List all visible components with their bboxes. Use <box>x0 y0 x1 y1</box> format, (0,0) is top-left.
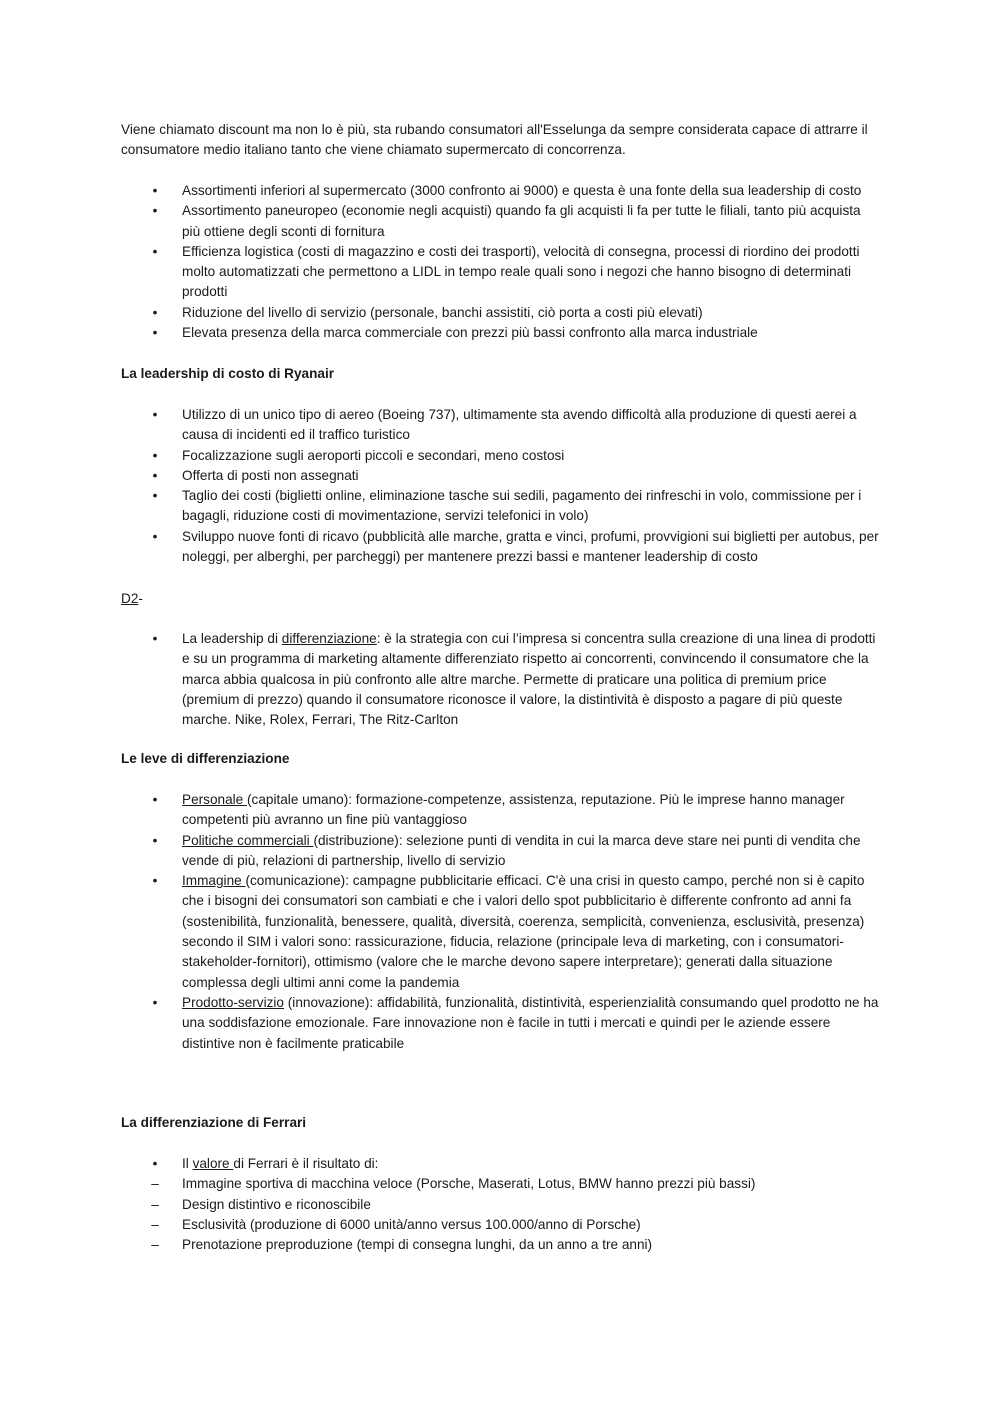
list-item-text: Immagine sportiva di macchina veloce (Porsche, Maserati, Lotus, BMW hanno prezzi più bassi) <box>182 1176 756 1192</box>
list-item-text: Assortimento paneuropeo (economie negli acquisti) quando fa gli acquisti li fa per tutte le filiali, tanto più acquista più ottiene degli sconti di fornitura <box>182 203 861 239</box>
bullet-icon: • <box>152 325 158 341</box>
list-item <box>121 405 881 446</box>
list-item-underlined-term: Politiche commerciali <box>182 832 314 848</box>
d2-label-suffix: - <box>138 591 143 606</box>
bullet-icon: • <box>152 467 158 483</box>
bullet-icon: • <box>152 447 158 463</box>
list-item-text: Taglio dei costi (biglietti online, eliminazione tasche sui sedili, pagamento dei rinfreschi in volo, commissione per i bagagli, riduzione costi di movimentazione, servizi telefonici in volo) <box>182 488 862 524</box>
list-item <box>121 181 881 201</box>
list-item <box>121 871 881 993</box>
leve-heading-block <box>121 749 881 769</box>
list-item-text: Sviluppo nuove fonti di ricavo (pubblicità alle marche, gratta e vinci, profumi, provvigioni sui biglietti per autobus, per noleggi, per alberghi, per parcheggi) per mantenere prezzi bassi e mantener leadership di costo <box>182 528 879 565</box>
list-item-underlined-term: Prodotto-servizio <box>182 994 284 1010</box>
list-item <box>121 1195 881 1215</box>
dash-icon: – <box>151 1237 159 1253</box>
list-item-underlined-term: differenziazione <box>281 631 377 646</box>
dash-icon: – <box>151 1196 159 1212</box>
list-item <box>121 790 881 831</box>
list-item-text: (comunicazione): campagne pubblicitarie efficaci. C'è una crisi in questo campo, perché non si è capito che i bisogni dei consumatori son cambiati e che i valori dello spot pubblicitario è differente confronto ad anni fa (sostenibilità, funzionalità, benessere, qualità, diversità, coerenza, semplicità, convenienza, esclusività, presenza) secondo il SIM i valori sono: rassicurazione, fiducia, relazione (principale leva di marketing, con i consumatori-stakeholder-fornitori), ottimismo (valore che le marche devono sapere interpretare); generati dalla situazione complessa degli ultimi anni come la pandemia <box>182 873 865 990</box>
bullet-icon: • <box>152 631 158 646</box>
list-item-text-pre: Il <box>182 1156 193 1171</box>
list-item-underlined-term: valore <box>192 1156 234 1171</box>
list-item <box>121 303 881 323</box>
bullet-icon: • <box>152 832 158 848</box>
bullet-icon: • <box>152 243 158 259</box>
list-item-text: Assortimenti inferiori al supermercato (3000 confronto ai 9000) e questa è una fonte della sua leadership di costo <box>182 183 862 198</box>
bullet-icon: • <box>152 203 158 219</box>
list-item-text: Elevata presenza della marca commerciale con prezzi più bassi confronto alla marca industriale <box>182 325 758 341</box>
ferrari-heading-block <box>121 1113 881 1133</box>
list-item-underlined-term: Immagine <box>182 873 246 889</box>
list-item <box>121 242 881 303</box>
d2-label-block <box>121 589 881 609</box>
list-item <box>121 201 881 242</box>
section-heading: Le leve di differenziazione <box>121 751 290 766</box>
list-item-text: Efficienza logistica (costi di magazzino e costi dei trasporti), velocità di consegna, processi di riordino dei prodotti molto automatizzati che permettono a LIDL in tempo reale quali sono i negozi che hanno bisogno di determinati prodotti <box>182 243 860 300</box>
list-item-text: Riduzione del livello di servizio (personale, banchi assistiti, ciò porta a costi più elevati) <box>182 304 703 320</box>
list-item <box>121 993 881 1054</box>
dash-icon: – <box>151 1176 159 1192</box>
list-item-text: Esclusività (produzione di 6000 unità/anno versus 100.000/anno di Porsche) <box>182 1216 641 1232</box>
list-item <box>121 527 881 568</box>
bullet-icon: • <box>152 792 158 807</box>
list-item-text-post: di Ferrari è il risultato di: <box>233 1156 379 1171</box>
list-item-text: Offerta di posti non assegnati <box>182 467 359 483</box>
list-item <box>121 1235 881 1255</box>
list-item <box>121 1174 881 1194</box>
list-item <box>121 1154 881 1174</box>
bullet-icon: • <box>152 304 158 320</box>
differentiation-bullet-list <box>121 629 881 730</box>
list-item-text: (innovazione): affidabilità, funzionalità, distintività, esperienzialità consumando quel prodotto ne ha una soddisfazione emozionale. Fare innovazione non è facile in tutti i mercati e quindi per le aziende essere distintive non è facilmente praticabile <box>182 994 879 1051</box>
list-item <box>121 466 881 486</box>
section-heading: La leadership di costo di Ryanair <box>121 366 335 381</box>
lidl-bullet-list <box>121 181 881 343</box>
leve-bullet-list <box>121 790 881 1054</box>
list-item-text-pre: La leadership di <box>182 631 282 646</box>
intro-paragraph: Viene chiamato discount ma non lo è più, sta rubando consumatori all'Esselunga da sempre considerata capace di attrarre il consumatore medio italiano tanto che viene chiamato supermercato di concorrenza. <box>121 122 868 158</box>
list-item-text: Utilizzo di un unico tipo di aereo (Boeing 737), ultimamente sta avendo difficoltà alla produzione di questi aerei a causa di incidenti ed il traffico turistico <box>182 407 857 443</box>
list-item-text: Design distintivo e riconoscibile <box>182 1196 371 1212</box>
bullet-icon: • <box>152 488 158 504</box>
bullet-icon: • <box>152 183 158 198</box>
intro-block <box>121 120 881 161</box>
bullet-icon: • <box>152 407 158 422</box>
list-item <box>121 629 881 730</box>
list-item-text: Focalizzazione sugli aeroporti piccoli e secondari, meno costosi <box>182 447 565 463</box>
dash-icon: – <box>151 1216 159 1232</box>
list-item <box>121 486 881 527</box>
list-item <box>121 323 881 343</box>
list-item <box>121 831 881 872</box>
bullet-icon: • <box>152 873 158 889</box>
ryanair-bullet-list <box>121 405 881 567</box>
ferrari-list <box>121 1154 881 1255</box>
section-heading: La differenziazione di Ferrari <box>121 1115 307 1130</box>
list-item-underlined-term: Personale <box>182 792 247 807</box>
bullet-icon: • <box>152 994 158 1010</box>
bullet-icon: • <box>152 528 158 544</box>
list-item-text: (distribuzione): selezione punti di vendita in cui la marca deve stare nei punti di vendita che vende di più, relazioni di partnership, livello di servizio <box>182 832 861 868</box>
list-item-text: (capitale umano): formazione-competenze, assistenza, reputazione. Più le imprese hanno manager competenti più avranno un fine più vantaggioso <box>182 792 845 828</box>
bullet-icon: • <box>152 1156 158 1171</box>
list-item-text-post: : è la strategia con cui l’impresa si concentra sulla creazione di una linea di prodotti e su un programma di marketing altamente differenziato rispetto ai concorrenti, convincendo il consumatore che la marca abbia qualcosa in più confronto alle altre marche. Permette di praticare una politica di premium price (premium di prezzo) quando il consumatore riconosce il valore, la distintività è disposto a pagare di più queste marche. Nike, Rolex, Ferrari, The Ritz-Carlton <box>182 631 876 728</box>
d2-label-text: D2 <box>121 591 139 606</box>
list-item-text: Prenotazione preproduzione (tempi di consegna lunghi, da un anno a tre anni) <box>182 1237 653 1253</box>
ryanair-heading-block <box>121 364 881 384</box>
list-item <box>121 1215 881 1235</box>
d2-label <box>121 589 881 609</box>
list-item <box>121 446 881 466</box>
